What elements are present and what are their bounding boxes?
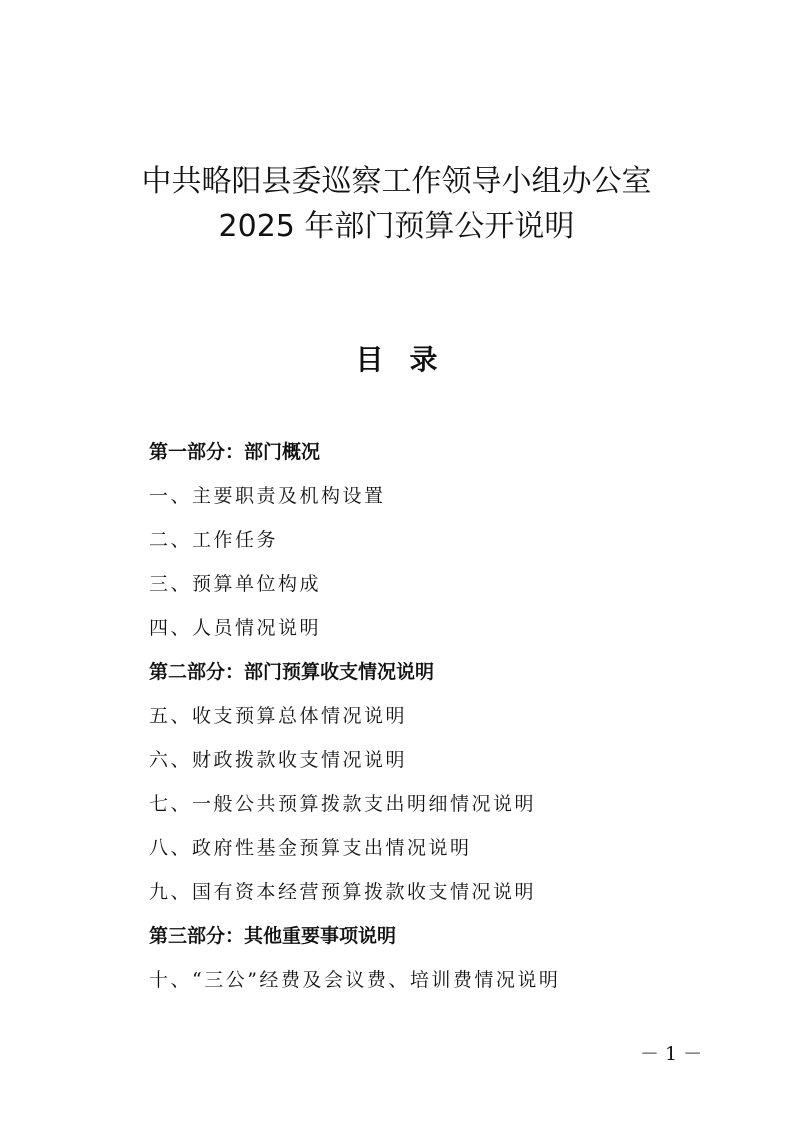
toc-section-10: 十、“三公”经费及会议费、培训费情况说明 (149, 969, 561, 991)
toc-part-1: 第一部分：部门概况 (149, 441, 321, 463)
toc-section-7: 七、一般公共预算拨款支出明细情况说明 (149, 793, 537, 815)
toc-section-2: 二、工作任务 (149, 529, 279, 551)
document-title-line-1: 中共略阳县委巡察工作领导小组办公室 (141, 164, 652, 199)
toc-part-2: 第二部分：部门预算收支情况说明 (149, 661, 435, 683)
toc-section-5: 五、收支预算总体情况说明 (149, 705, 408, 727)
toc-section-1: 一、主要职责及机构设置 (149, 485, 386, 507)
toc-part-3: 第三部分：其他重要事项说明 (149, 925, 397, 947)
toc-section-6: 六、财政拨款收支情况说明 (149, 749, 408, 771)
toc-heading: 目录 (355, 343, 464, 376)
page-number: － 1 － (640, 1043, 703, 1065)
toc-section-3: 三、预算单位构成 (149, 573, 322, 595)
toc-section-8: 八、政府性基金预算支出情况说明 (149, 837, 472, 859)
document-title-line-2: 2025 年部门预算公开说明 (218, 209, 575, 244)
toc-section-9: 九、国有资本经营预算拨款收支情况说明 (149, 881, 537, 903)
toc-section-4: 四、人员情况说明 (149, 617, 322, 639)
table-of-contents (149, 430, 749, 1002)
